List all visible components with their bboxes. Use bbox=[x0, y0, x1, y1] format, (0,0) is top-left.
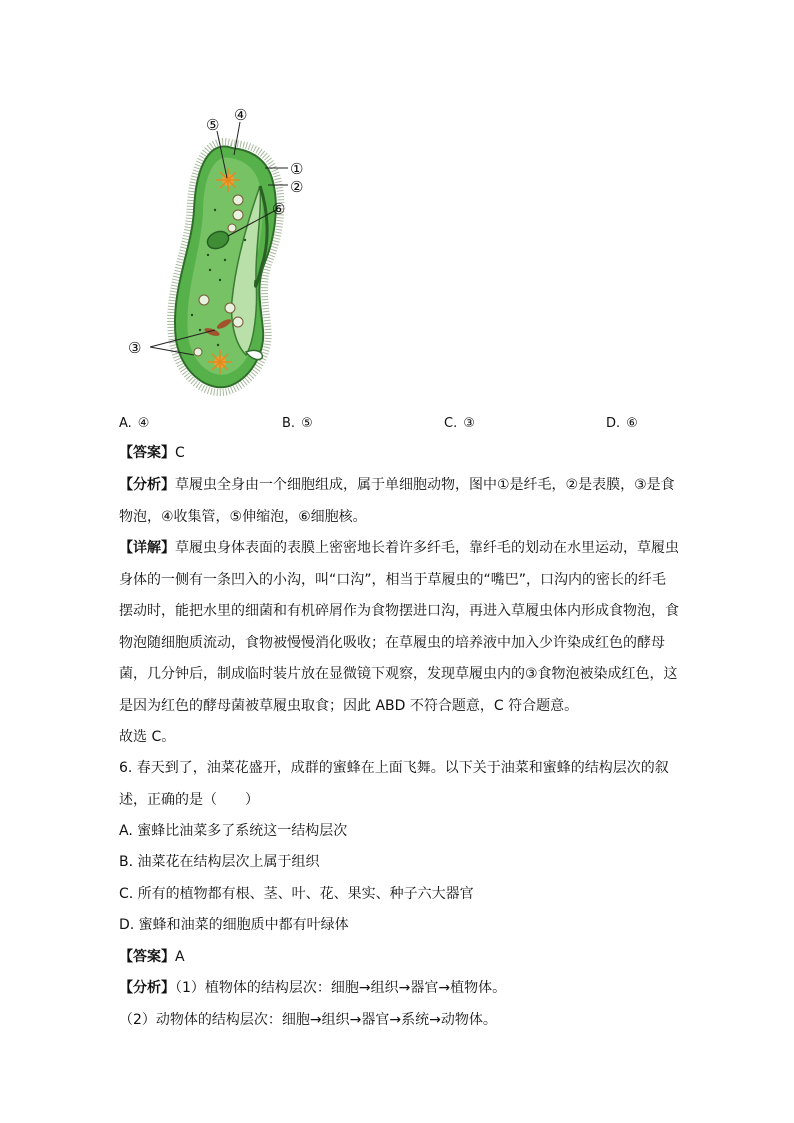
food-vacuole bbox=[228, 224, 236, 232]
q5-detail bbox=[119, 533, 679, 722]
q6-analysis-1 bbox=[119, 973, 679, 1005]
option-value: ⑥ bbox=[626, 416, 638, 431]
food-vacuole bbox=[233, 317, 243, 327]
paramecium-figure bbox=[120, 100, 320, 400]
option-value: ⑤ bbox=[301, 416, 313, 431]
option-a bbox=[119, 415, 149, 433]
answer-value: A bbox=[175, 949, 185, 965]
q6-option-b: B. 油菜花在结构层次上属于组织 bbox=[119, 854, 320, 870]
option-key: D. bbox=[606, 416, 621, 431]
label-3: ③ bbox=[128, 339, 142, 357]
q5-conclusion: 故选 C。 bbox=[119, 729, 176, 745]
label-2: ② bbox=[290, 178, 304, 196]
detail-tag: 【详解】 bbox=[119, 540, 175, 556]
q6-option-d: D. 蜜蜂和油菜的细胞质中都有叶绿体 bbox=[119, 917, 349, 933]
answer-tag: 【答案】 bbox=[119, 445, 175, 461]
option-key: C. bbox=[444, 416, 458, 431]
label-4: ④ bbox=[234, 106, 248, 124]
q5-analysis bbox=[119, 470, 679, 533]
q6-option-a: A. 蜜蜂比油菜多了系统这一结构层次 bbox=[119, 823, 348, 839]
label-6: ⑥ bbox=[272, 200, 286, 218]
option-key: B. bbox=[282, 416, 296, 431]
q6-option-c: C. 所有的植物都有根、茎、叶、花、果实、种子六大器官 bbox=[119, 886, 474, 902]
option-value: ③ bbox=[463, 416, 475, 431]
option-c bbox=[444, 415, 475, 433]
option-value: ④ bbox=[137, 416, 150, 431]
q5-answer bbox=[119, 438, 679, 470]
q6-analysis-2: （2）动物体的结构层次：细胞→组织→器官→系统→动物体。 bbox=[119, 1012, 497, 1028]
q6-answer bbox=[119, 942, 679, 974]
analysis-text: （1）植物体的结构层次：细胞→组织→器官→植物体。 bbox=[175, 980, 507, 996]
analysis-text: 草履虫全身由一个细胞组成，属于单细胞动物，图中①是纤毛，②是表膜，③是食物泡，④收集管，⑤伸缩泡，⑥细胞核。 bbox=[119, 477, 675, 525]
analysis-tag: 【分析】 bbox=[119, 980, 175, 996]
q6-stem: 6. 春天到了，油菜花盛开，成群的蜜蜂在上面飞舞。以下关于油菜和蜜蜂的结构层次的叙述，正确的是（ ） bbox=[119, 760, 669, 808]
food-vacuole bbox=[199, 295, 209, 305]
food-vacuole bbox=[233, 210, 243, 220]
food-vacuole bbox=[225, 303, 235, 313]
food-vacuole bbox=[194, 348, 202, 356]
option-d bbox=[606, 415, 638, 433]
option-b bbox=[282, 415, 313, 433]
detail-text: 草履虫身体表面的表膜上密密地长着许多纤毛，靠纤毛的划动在水里运动，草履虫身体的一侧有一条凹入的小沟，叫“口沟”，相当于草履虫的“嘴巴”，口沟内的密长的纤毛摆动时，能把水里的细菌和有机碎屑作为食物摆进口沟，再进入草履虫体内形成食物泡，食物泡随细胞质流动，食物被慢慢消化吸收；在草履虫的培养液中加入少许染成红色的酵母菌，几分钟后，制成临时装片放在显微镜下观察，发现草履虫内的③食物泡被染成红色，这是因为红色的酵母菌被草履虫取食；因此 ABD 不符合题意，C 符合题意。 bbox=[119, 540, 679, 714]
answer-tag: 【答案】 bbox=[119, 949, 175, 965]
analysis-tag: 【分析】 bbox=[119, 477, 175, 493]
label-5: ⑤ bbox=[206, 116, 220, 134]
option-key: A. bbox=[119, 416, 132, 431]
food-vacuole bbox=[233, 195, 243, 205]
label-1: ① bbox=[290, 160, 304, 178]
answer-value: C bbox=[175, 445, 185, 461]
